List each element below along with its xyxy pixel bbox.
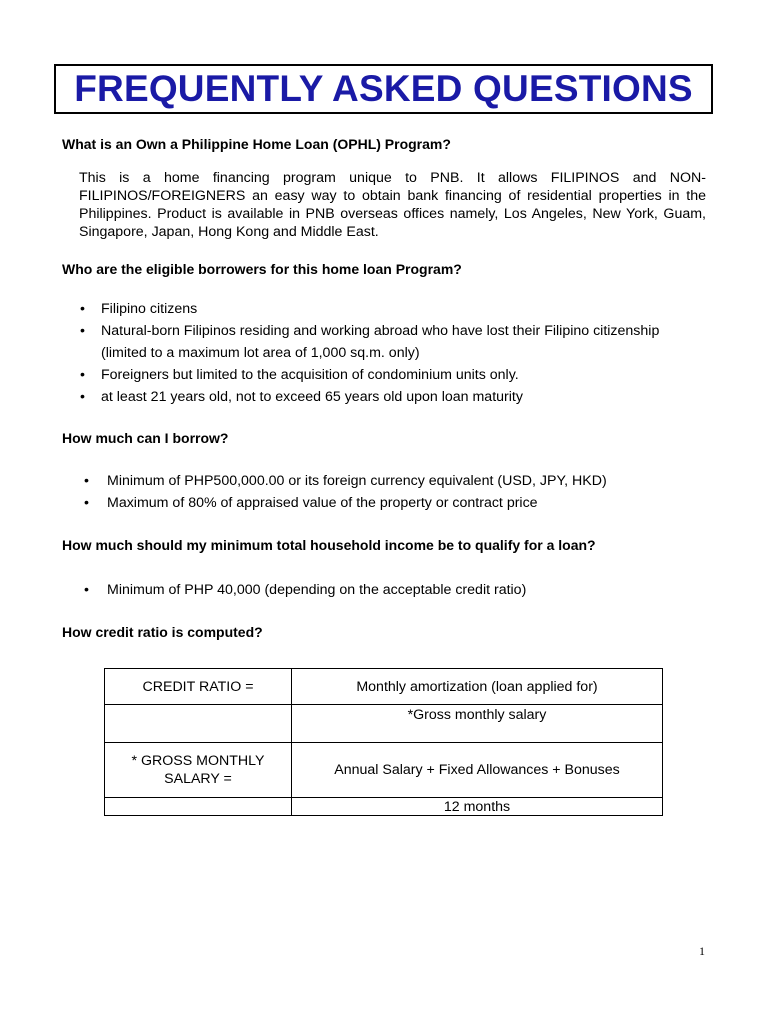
list-item-continuation bbox=[80, 342, 659, 364]
bullet-icon: • bbox=[84, 473, 89, 489]
question-ophl-program: What is an Own a Philippine Home Loan (OPHL) Program? bbox=[62, 136, 451, 152]
bullet-icon: • bbox=[80, 301, 85, 317]
list-item-text: (limited to a maximum lot area of 1,000 sq.m. only) bbox=[101, 345, 420, 361]
list-item-text: Filipino citizens bbox=[101, 301, 198, 317]
table-cell-label: CREDIT RATIO = bbox=[105, 669, 292, 705]
list-item-text: at least 21 years old, not to exceed 65 years old upon loan maturity bbox=[101, 389, 523, 405]
question-how-much-borrow: How much can I borrow? bbox=[62, 430, 229, 446]
list-item bbox=[84, 470, 607, 492]
table-cell-numerator: Monthly amortization (loan applied for) bbox=[292, 669, 663, 705]
table-cell-label bbox=[105, 705, 292, 743]
list-item-text: Natural-born Filipinos residing and working abroad who have lost their Filipino citizenship bbox=[101, 323, 660, 339]
table-row bbox=[105, 743, 663, 798]
bullet-icon: • bbox=[80, 323, 85, 339]
minimum-income-list bbox=[84, 579, 526, 601]
bullet-icon: • bbox=[84, 582, 89, 598]
title-box bbox=[54, 64, 713, 114]
list-item bbox=[80, 320, 659, 342]
question-eligible-borrowers: Who are the eligible borrowers for this home loan Program? bbox=[62, 261, 462, 277]
table-row bbox=[105, 705, 663, 743]
table-cell-label bbox=[105, 743, 292, 798]
table-cell-label bbox=[105, 798, 292, 816]
page-number: 1 bbox=[699, 944, 705, 958]
table-cell-denominator: *Gross monthly salary bbox=[292, 705, 663, 743]
bullet-icon: • bbox=[84, 495, 89, 511]
list-item-text: Minimum of PHP500,000.00 or its foreign currency equivalent (USD, JPY, HKD) bbox=[107, 473, 607, 489]
list-item bbox=[84, 579, 526, 601]
list-item-text: Foreigners but limited to the acquisition of condominium units only. bbox=[101, 367, 519, 383]
table-cell-label-line: * GROSS MONTHLY bbox=[131, 753, 265, 769]
table-cell-numerator: Annual Salary + Fixed Allowances + Bonuses bbox=[292, 743, 663, 798]
list-item bbox=[80, 386, 659, 408]
bullet-icon: • bbox=[80, 389, 85, 405]
credit-ratio-table bbox=[104, 668, 663, 816]
table-cell-denominator: 12 months bbox=[292, 798, 663, 816]
list-item bbox=[80, 364, 659, 386]
list-item bbox=[80, 298, 659, 320]
page-title: FREQUENTLY ASKED QUESTIONS bbox=[74, 68, 693, 109]
bullet-icon: • bbox=[80, 367, 85, 383]
answer-ophl-program: This is a home financing program unique to PNB. It allows FILIPINOS and NON-FILIPINOS/FOREIGNERS an easy way to obtain bank financing of residential properties in the Philippines. Product is available in PNB overseas offices namely, Los Angeles, New York, Guam, Singapore, Japan, Hong Kong and Middle East. bbox=[79, 170, 706, 240]
list-item bbox=[84, 492, 607, 514]
question-credit-ratio: How credit ratio is computed? bbox=[62, 624, 263, 640]
table-row bbox=[105, 669, 663, 705]
borrow-amount-list bbox=[84, 470, 607, 514]
eligible-borrowers-list bbox=[80, 298, 659, 408]
table-row bbox=[105, 798, 663, 816]
list-item-text: Minimum of PHP 40,000 (depending on the acceptable credit ratio) bbox=[107, 582, 527, 598]
list-item-text: Maximum of 80% of appraised value of the property or contract price bbox=[107, 495, 538, 511]
question-minimum-income: How much should my minimum total household income be to qualify for a loan? bbox=[62, 537, 596, 553]
table-cell-label-line: SALARY = bbox=[164, 771, 232, 787]
